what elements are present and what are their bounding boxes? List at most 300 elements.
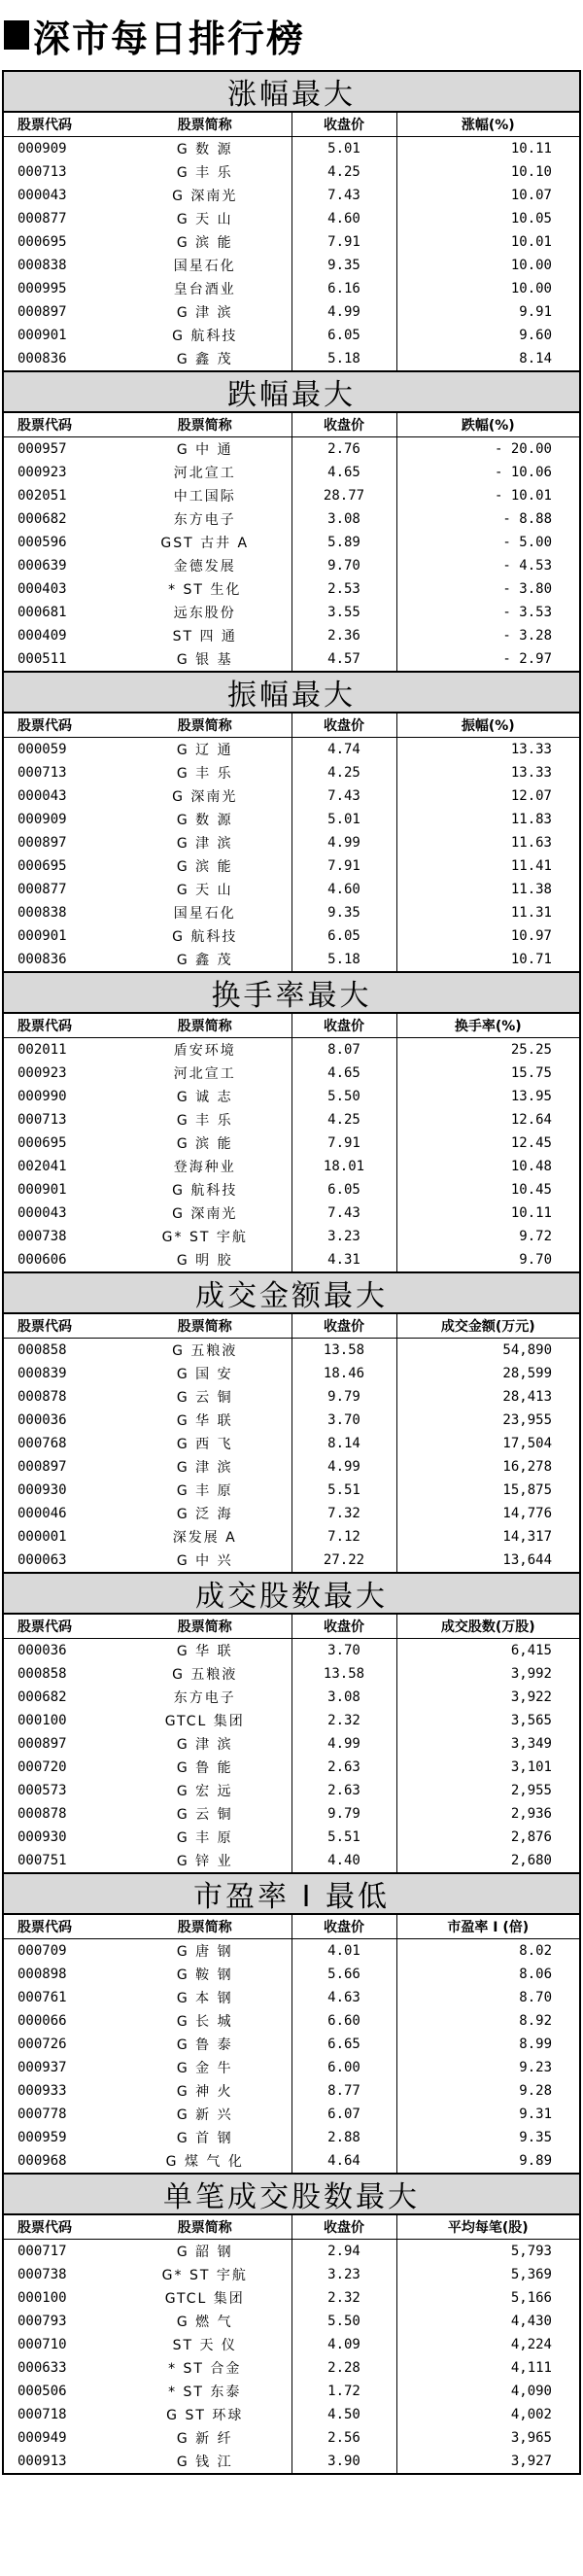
metric-value-cell: - 3.53 <box>396 601 579 624</box>
table-row <box>4 924 579 948</box>
metric-value-cell: 9.91 <box>396 300 579 324</box>
close-price-cell: 3.08 <box>292 507 396 531</box>
metric-value-cell: 6,415 <box>396 1639 579 1663</box>
stock-code-cell: 000897 <box>17 1736 67 1752</box>
stock-code-cell: 000839 <box>17 1366 67 1381</box>
metric-value-cell: 10.97 <box>396 924 579 948</box>
metric-value-cell: - 3.80 <box>396 577 579 601</box>
metric-value-cell: - 20.00 <box>396 437 579 462</box>
metric-value-cell: 5,793 <box>396 2240 579 2264</box>
metric-value-cell: 2,876 <box>396 1826 579 1849</box>
stock-code-cell: 000682 <box>17 1689 67 1705</box>
stock-code-cell: 000713 <box>17 765 67 781</box>
metric-value-cell: - 5.00 <box>396 531 579 554</box>
stock-name-cell: G 津 滨 <box>176 305 233 321</box>
column-header: 收盘价 <box>292 1014 396 1038</box>
metric-value-cell: 10.00 <box>396 277 579 300</box>
stock-name-cell: G 鲁 泰 <box>176 2037 233 2053</box>
metric-value-cell: 11.83 <box>396 808 579 831</box>
table-row <box>4 2263 579 2286</box>
stock-code-cell: 000713 <box>17 164 67 180</box>
stock-code-cell: 000717 <box>17 2244 67 2259</box>
metric-value-cell: 4,111 <box>396 2356 579 2380</box>
stock-name-cell: 金德发展 <box>173 559 236 574</box>
table-row <box>4 347 579 370</box>
close-price-cell: 9.35 <box>292 901 396 924</box>
column-header: 收盘价 <box>292 1314 396 1339</box>
table-row <box>4 184 579 207</box>
column-header: 收盘价 <box>292 1915 396 1939</box>
table-row <box>4 1432 579 1455</box>
stock-code-cell: 000898 <box>17 1967 67 1982</box>
stock-code-cell: 002011 <box>17 1042 67 1058</box>
metric-value-cell: 4,430 <box>396 2310 579 2333</box>
close-price-cell: 13.58 <box>292 1662 396 1686</box>
stock-code-cell: 000695 <box>17 858 67 874</box>
table-row <box>4 761 579 784</box>
metric-value-cell: 5,369 <box>396 2263 579 2286</box>
stock-code-cell: 000923 <box>17 465 67 480</box>
close-price-cell: 5.50 <box>292 1085 396 1108</box>
stock-name-cell: G 天 山 <box>176 883 233 898</box>
close-price-cell: 3.23 <box>292 2263 396 2286</box>
table-row <box>4 1155 579 1178</box>
ranking-section <box>4 1572 579 1872</box>
column-header: 股票简称 <box>119 1014 292 1038</box>
metric-value-cell: 28,413 <box>396 1385 579 1409</box>
column-header: 收盘价 <box>292 714 396 738</box>
close-price-cell: 4.50 <box>292 2403 396 2426</box>
stock-code-cell: 000937 <box>17 2060 67 2075</box>
table-row <box>4 1455 579 1479</box>
stock-code-cell: 000995 <box>17 281 67 296</box>
stock-name-cell: G ST 环球 <box>166 2408 244 2423</box>
stock-code-cell: 000838 <box>17 905 67 921</box>
table-row <box>4 437 579 462</box>
stock-name-cell: G 航科技 <box>172 329 238 344</box>
column-header: 股票简称 <box>119 714 292 738</box>
metric-value-cell: 9.72 <box>396 1225 579 1248</box>
table-row <box>4 1639 579 1663</box>
table-row <box>4 1709 579 1732</box>
table-row <box>4 1802 579 1826</box>
section-title: 市盈率 I 最低 <box>4 1872 579 1915</box>
stock-name-cell: G 燃 气 <box>176 2315 233 2330</box>
close-price-cell: 4.63 <box>292 1986 396 2009</box>
ranking-section <box>4 370 579 671</box>
column-header: 股票代码 <box>4 714 119 738</box>
close-price-cell: 18.46 <box>292 1362 396 1385</box>
table-row <box>4 831 579 854</box>
stock-code-cell: 000036 <box>17 1412 67 1428</box>
stock-name-cell: * ST 东泰 <box>168 2385 242 2400</box>
stock-name-cell: G 鲁 能 <box>176 1760 233 1776</box>
stock-name-cell: G 航科技 <box>172 929 238 945</box>
stock-code-cell: 000100 <box>17 1713 67 1728</box>
table-header-row <box>4 1615 579 1639</box>
ranking-table <box>4 714 579 971</box>
close-price-cell: 2.36 <box>292 624 396 647</box>
table-row <box>4 738 579 762</box>
stock-code-cell: 000913 <box>17 2454 67 2469</box>
stock-name-cell: G 钱 江 <box>176 2454 233 2470</box>
table-header-row <box>4 1314 579 1339</box>
table-row <box>4 300 579 324</box>
table-row <box>4 554 579 577</box>
stock-name-cell: G 深南光 <box>172 1206 238 1222</box>
stock-name-cell: G 滨 能 <box>176 1136 233 1152</box>
column-header: 股票简称 <box>119 1615 292 1639</box>
table-row <box>4 531 579 554</box>
metric-value-cell: 8.14 <box>396 347 579 370</box>
table-row <box>4 1549 579 1572</box>
column-header: 股票简称 <box>119 2215 292 2240</box>
stock-code-cell: 000681 <box>17 605 67 620</box>
stock-code-cell: 000403 <box>17 581 67 597</box>
metric-value-cell: 3,349 <box>396 1732 579 1756</box>
close-price-cell: 2.32 <box>292 1709 396 1732</box>
close-price-cell: 5.18 <box>292 347 396 370</box>
metric-value-cell: 10.00 <box>396 254 579 277</box>
table-row <box>4 1963 579 1986</box>
stock-name-cell: G 锌 业 <box>176 1854 233 1869</box>
metric-value-cell: 10.48 <box>396 1155 579 1178</box>
close-price-cell: 4.65 <box>292 1062 396 1085</box>
stock-code-cell: 000718 <box>17 2407 67 2422</box>
table-row <box>4 1131 579 1155</box>
table-row <box>4 254 579 277</box>
ranking-table <box>4 1915 579 2173</box>
table-row <box>4 2056 579 2079</box>
page-title <box>0 0 583 70</box>
stock-code-cell: 000633 <box>17 2360 67 2376</box>
column-header: 股票简称 <box>119 1915 292 1939</box>
metric-value-cell: 10.10 <box>396 160 579 184</box>
stock-code-cell: 000878 <box>17 1389 67 1405</box>
ranking-section <box>4 1872 579 2173</box>
column-header: 成交股数(万股) <box>396 1615 579 1639</box>
column-header: 换手率(%) <box>396 1014 579 1038</box>
metric-value-cell: 13.33 <box>396 761 579 784</box>
close-price-cell: 4.99 <box>292 300 396 324</box>
metric-value-cell: 2,955 <box>396 1779 579 1802</box>
stock-code-cell: 000858 <box>17 1666 67 1682</box>
close-price-cell: 6.07 <box>292 2103 396 2126</box>
metric-value-cell: 13,644 <box>396 1549 579 1572</box>
table-row <box>4 601 579 624</box>
metric-value-cell: 13.33 <box>396 738 579 762</box>
stock-name-cell: 东方电子 <box>173 1690 236 1706</box>
stock-name-cell: 登海种业 <box>173 1160 236 1175</box>
metric-value-cell: 25.25 <box>396 1038 579 1062</box>
stock-code-cell: 000909 <box>17 141 67 157</box>
metric-value-cell: 14,317 <box>396 1525 579 1549</box>
stock-name-cell: * ST 合金 <box>168 2361 242 2377</box>
metric-value-cell: 12.64 <box>396 1108 579 1131</box>
section-title: 成交金额最大 <box>4 1271 579 1314</box>
close-price-cell: 8.07 <box>292 1038 396 1062</box>
stock-code-cell: 000043 <box>17 1205 67 1221</box>
stock-code-cell: 000043 <box>17 188 67 203</box>
table-row <box>4 2356 579 2380</box>
table-row <box>4 1779 579 1802</box>
table-row <box>4 1385 579 1409</box>
stock-name-cell: GTCL 集团 <box>164 2291 245 2307</box>
stock-name-cell: GST 古井 A <box>160 536 250 551</box>
stock-code-cell: 000606 <box>17 1252 67 1268</box>
close-price-cell: 2.63 <box>292 1779 396 1802</box>
metric-value-cell: - 3.28 <box>396 624 579 647</box>
close-price-cell: 28.77 <box>292 484 396 507</box>
table-row <box>4 2009 579 2033</box>
stock-name-cell: G 国 安 <box>176 1367 233 1382</box>
metric-value-cell: - 10.06 <box>396 461 579 484</box>
stock-name-cell: G* ST 宇航 <box>161 1230 248 1245</box>
stock-name-cell: G 丰 乐 <box>176 165 233 181</box>
close-price-cell: 2.76 <box>292 437 396 462</box>
column-header: 收盘价 <box>292 113 396 137</box>
close-price-cell: 4.01 <box>292 1939 396 1964</box>
close-price-cell: 3.70 <box>292 1409 396 1432</box>
close-price-cell: 6.05 <box>292 324 396 347</box>
stock-name-cell: G 诚 志 <box>176 1090 233 1105</box>
close-price-cell: 5.51 <box>292 1479 396 1502</box>
ranking-section <box>4 2173 579 2473</box>
column-header: 股票简称 <box>119 1314 292 1339</box>
stock-code-cell: 000877 <box>17 882 67 897</box>
stock-name-cell: G 深南光 <box>172 789 238 805</box>
close-price-cell: 6.00 <box>292 2056 396 2079</box>
stock-code-cell: 000710 <box>17 2337 67 2352</box>
close-price-cell: 2.28 <box>292 2356 396 2380</box>
metric-value-cell: 3,992 <box>396 1662 579 1686</box>
metric-value-cell: 11.31 <box>396 901 579 924</box>
table-row <box>4 878 579 901</box>
table-row <box>4 1085 579 1108</box>
table-row <box>4 1756 579 1779</box>
stock-name-cell: 远东股份 <box>173 606 236 621</box>
close-price-cell: 3.70 <box>292 1639 396 1663</box>
close-price-cell: 4.64 <box>292 2149 396 2173</box>
metric-value-cell: 3,922 <box>396 1686 579 1709</box>
metric-value-cell: 3,927 <box>396 2450 579 2473</box>
column-header: 股票代码 <box>4 1014 119 1038</box>
stock-name-cell: * ST 生化 <box>168 582 242 598</box>
metric-value-cell: 10.45 <box>396 1178 579 1201</box>
stock-name-cell: G 津 滨 <box>176 836 233 852</box>
stock-name-cell: G 中 兴 <box>176 1553 233 1569</box>
metric-value-cell: 28,599 <box>396 1362 579 1385</box>
close-price-cell: 4.74 <box>292 738 396 762</box>
metric-value-cell: 13.95 <box>396 1085 579 1108</box>
metric-value-cell: 3,565 <box>396 1709 579 1732</box>
stock-name-cell: G 神 火 <box>176 2084 233 2100</box>
close-price-cell: 4.60 <box>292 207 396 230</box>
stock-name-cell: G 宏 远 <box>176 1784 233 1799</box>
stock-name-cell: ST 天 仪 <box>172 2338 237 2353</box>
stock-code-cell: 000573 <box>17 1783 67 1798</box>
section-title: 成交股数最大 <box>4 1572 579 1615</box>
stock-name-cell: 中工国际 <box>173 489 236 505</box>
stock-code-cell: 000001 <box>17 1529 67 1545</box>
metric-value-cell: 8.92 <box>396 2009 579 2033</box>
stock-code-cell: 000409 <box>17 628 67 644</box>
table-row <box>4 784 579 808</box>
close-price-cell: 8.14 <box>292 1432 396 1455</box>
stock-name-cell: G 数 源 <box>176 142 233 157</box>
close-price-cell: 7.43 <box>292 184 396 207</box>
close-price-cell: 5.50 <box>292 2310 396 2333</box>
stock-code-cell: 000506 <box>17 2384 67 2399</box>
stock-code-cell: 002041 <box>17 1159 67 1174</box>
metric-value-cell: 54,890 <box>396 1339 579 1363</box>
column-header: 市盈率 I (倍) <box>396 1915 579 1939</box>
stock-code-cell: 000043 <box>17 788 67 804</box>
stock-name-cell: G 丰 原 <box>176 1483 233 1499</box>
stock-name-cell: 东方电子 <box>173 512 236 528</box>
metric-value-cell: 10.11 <box>396 137 579 161</box>
close-price-cell: 9.70 <box>292 554 396 577</box>
stock-name-cell: 深发展 A <box>172 1530 237 1546</box>
title-square-icon <box>4 20 29 50</box>
table-row <box>4 2149 579 2173</box>
stock-name-cell: G 煤 气 化 <box>165 2154 244 2170</box>
table-row <box>4 1362 579 1385</box>
stock-code-cell: 000858 <box>17 1342 67 1358</box>
table-row <box>4 1108 579 1131</box>
section-title: 涨幅最大 <box>4 72 579 113</box>
stock-name-cell: G 华 联 <box>176 1413 233 1429</box>
stock-name-cell: G 数 源 <box>176 813 233 828</box>
stock-code-cell: 000877 <box>17 211 67 226</box>
column-header: 股票代码 <box>4 1615 119 1639</box>
table-row <box>4 1525 579 1549</box>
metric-value-cell: 10.01 <box>396 230 579 254</box>
stock-code-cell: 000909 <box>17 812 67 827</box>
close-price-cell: 3.90 <box>292 2450 396 2473</box>
ranking-table <box>4 113 579 370</box>
table-row <box>4 1479 579 1502</box>
stock-name-cell: G 鑫 茂 <box>176 352 233 367</box>
metric-value-cell: 15,875 <box>396 1479 579 1502</box>
close-price-cell: 9.79 <box>292 1802 396 1826</box>
stock-code-cell: 000709 <box>17 1943 67 1959</box>
stock-code-cell: 000897 <box>17 1459 67 1475</box>
ranking-section <box>4 971 579 1271</box>
table-row <box>4 1686 579 1709</box>
table-row <box>4 1732 579 1756</box>
section-title: 换手率最大 <box>4 971 579 1014</box>
page-title-text: 深市每日排行榜 <box>33 17 306 60</box>
stock-name-cell: G 首 钢 <box>176 2131 233 2146</box>
column-header: 股票代码 <box>4 1314 119 1339</box>
stock-code-cell: 000713 <box>17 1112 67 1128</box>
close-price-cell: 4.99 <box>292 1732 396 1756</box>
metric-value-cell: 10.11 <box>396 1201 579 1225</box>
close-price-cell: 4.31 <box>292 1248 396 1271</box>
stock-code-cell: 000930 <box>17 1829 67 1845</box>
metric-value-cell: 4,224 <box>396 2333 579 2356</box>
close-price-cell: 8.77 <box>292 2079 396 2103</box>
stock-code-cell: 000738 <box>17 2267 67 2282</box>
table-row <box>4 2240 579 2264</box>
stock-code-cell: 000901 <box>17 1182 67 1198</box>
metric-value-cell: 23,955 <box>396 1409 579 1432</box>
stock-code-cell: 000930 <box>17 1482 67 1498</box>
stock-code-cell: 000838 <box>17 258 67 273</box>
stock-name-cell: G 长 城 <box>176 2014 233 2030</box>
metric-value-cell: - 4.53 <box>396 554 579 577</box>
stock-name-cell: G 本 钢 <box>176 1991 233 2006</box>
stock-name-cell: G 辽 通 <box>176 743 233 758</box>
close-price-cell: 4.40 <box>292 1849 396 1872</box>
stock-name-cell: G 五粮液 <box>172 1343 238 1359</box>
rankings-container <box>2 70 581 2475</box>
metric-value-cell: 11.38 <box>396 878 579 901</box>
stock-name-cell: G 深南光 <box>172 189 238 204</box>
column-header: 收盘价 <box>292 2215 396 2240</box>
close-price-cell: 7.43 <box>292 1201 396 1225</box>
stock-name-cell: G 津 滨 <box>176 1737 233 1753</box>
ranking-table <box>4 1615 579 1872</box>
metric-value-cell: 9.35 <box>396 2126 579 2149</box>
metric-value-cell: 9.70 <box>396 1248 579 1271</box>
stock-code-cell: 000901 <box>17 328 67 343</box>
stock-name-cell: G* ST 宇航 <box>161 2268 248 2283</box>
table-header-row <box>4 1014 579 1038</box>
table-row <box>4 461 579 484</box>
metric-value-cell: 9.89 <box>396 2149 579 2173</box>
close-price-cell: 6.05 <box>292 1178 396 1201</box>
table-row <box>4 2286 579 2310</box>
stock-code-cell: 000836 <box>17 351 67 366</box>
stock-code-cell: 000695 <box>17 1135 67 1151</box>
metric-value-cell: 10.05 <box>396 207 579 230</box>
stock-name-cell: G 丰 原 <box>176 1830 233 1846</box>
stock-name-cell: G 明 胶 <box>176 1253 233 1269</box>
close-price-cell: 5.66 <box>292 1963 396 1986</box>
table-header-row <box>4 714 579 738</box>
stock-code-cell: 000878 <box>17 1806 67 1822</box>
metric-value-cell: 8.70 <box>396 1986 579 2009</box>
close-price-cell: 6.65 <box>292 2033 396 2056</box>
metric-value-cell: 5,166 <box>396 2286 579 2310</box>
stock-code-cell: 000897 <box>17 835 67 851</box>
stock-code-cell: 000778 <box>17 2106 67 2122</box>
stock-name-cell: G 韶 钢 <box>176 2245 233 2260</box>
stock-code-cell: 000046 <box>17 1506 67 1521</box>
close-price-cell: 5.01 <box>292 808 396 831</box>
table-row <box>4 1339 579 1363</box>
section-title: 单笔成交股数最大 <box>4 2173 579 2215</box>
table-row <box>4 1939 579 1964</box>
stock-name-cell: GTCL 集团 <box>164 1714 245 1729</box>
stock-name-cell: G 航科技 <box>172 1183 238 1199</box>
stock-code-cell: 000793 <box>17 2314 67 2329</box>
section-title: 跌幅最大 <box>4 370 579 413</box>
table-row <box>4 808 579 831</box>
metric-value-cell: 8.02 <box>396 1939 579 1964</box>
close-price-cell: 2.32 <box>292 2286 396 2310</box>
table-row <box>4 1248 579 1271</box>
stock-name-cell: G 滨 能 <box>176 859 233 875</box>
stock-code-cell: 000596 <box>17 535 67 550</box>
table-row <box>4 484 579 507</box>
stock-code-cell: 000761 <box>17 1990 67 2005</box>
close-price-cell: 2.56 <box>292 2426 396 2450</box>
table-row <box>4 577 579 601</box>
stock-name-cell: 国星石化 <box>173 906 236 922</box>
